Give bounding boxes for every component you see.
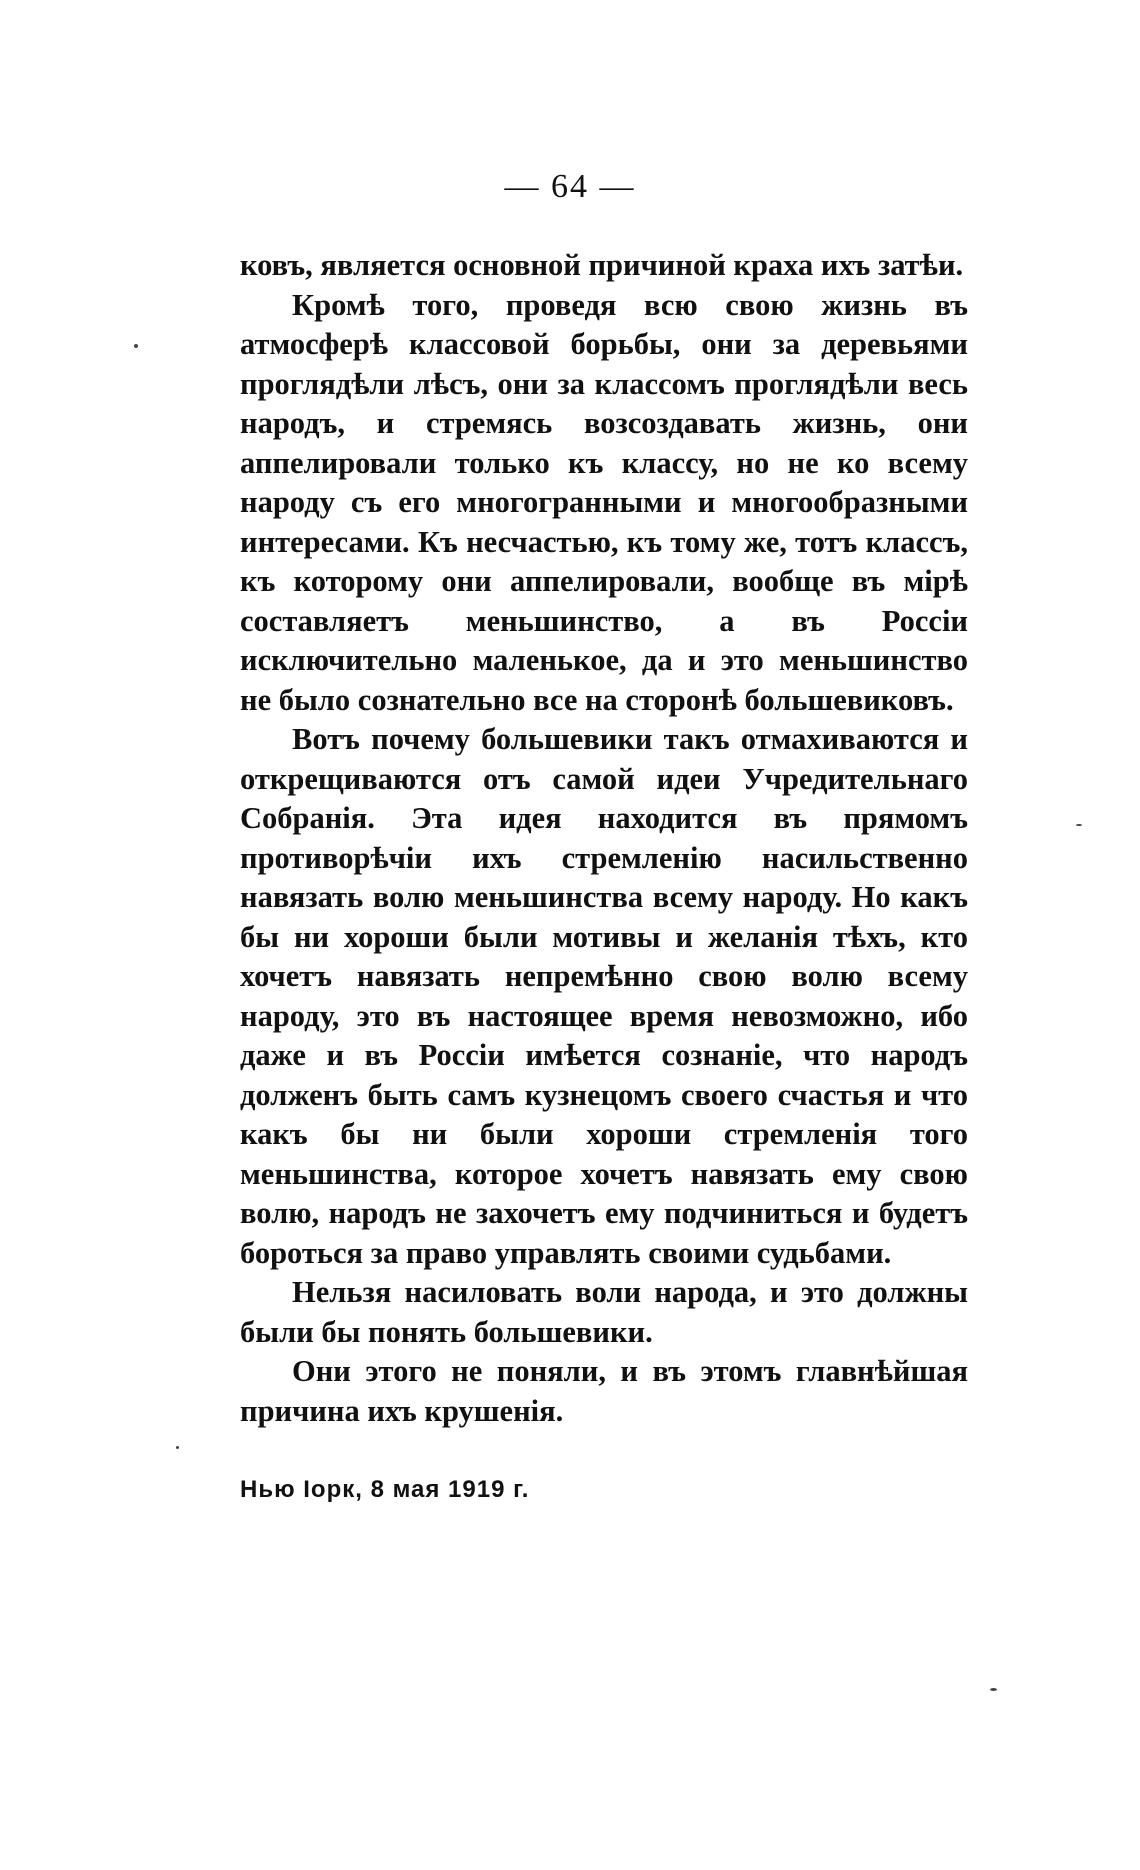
scan-speck xyxy=(1076,824,1082,826)
paragraph: Нельзя насиловать воли народа, и это должны были бы понять большевики. xyxy=(240,1275,968,1349)
scan-speck xyxy=(990,1688,997,1691)
body-text xyxy=(240,246,968,1431)
paragraph: Вотъ почему большевики такъ отмахиваются и открещиваются отъ самой идеи Учредительнаго Собранія. Эта идея находится въ прямомъ противорѣчіи ихъ стремленію насильственно навязать волю меньшинства всему народу. Но какъ бы ни хороши были мотивы и желанія тѣхъ, кто хочетъ навязать непремѣнно свою волю всему народу, это въ настоящее время невозможно, ибо даже и въ Россіи имѣется сознаніе, что народъ долженъ быть самъ кузнецомъ своего счастья и что какъ бы ни были хороши стремленія того меньшинства, которое хочетъ навязать ему свою волю, народъ не захочетъ ему подчиниться и будетъ бороться за право управлять своими судьбами. xyxy=(240,722,968,1270)
paragraph: Кромѣ того, проведя всю свою жизнь въ атмосферѣ классовой борьбы, они за деревьями проглядѣли лѣсъ, они за классомъ проглядѣли весь народъ, и стремясь возсоздавать жизнь, они аппелировали только къ классу, но не ко всему народу съ его многогранными и многообразными интересами. Къ несчастью, къ тому же, тотъ классъ, къ которому они аппелировали, вообще въ мірѣ составляетъ меньшинство, а въ Россіи исключительно маленькое, да и это меньшинство не было сознательно все на сторонѣ большевиковъ. xyxy=(240,287,968,717)
page-number: — 64 — xyxy=(504,168,636,205)
scan-speck xyxy=(134,344,138,348)
paragraph: Они этого не поняли, и въ этомъ главнѣйшая причина ихъ крушенія. xyxy=(240,1354,968,1428)
scan-speck xyxy=(176,1446,179,1449)
paragraph-continuation: ковъ, является основной причиной краха ихъ затѣи. xyxy=(240,248,964,282)
place-date-signature: Нью Іорк, 8 мая 1919 г. xyxy=(240,1476,530,1503)
